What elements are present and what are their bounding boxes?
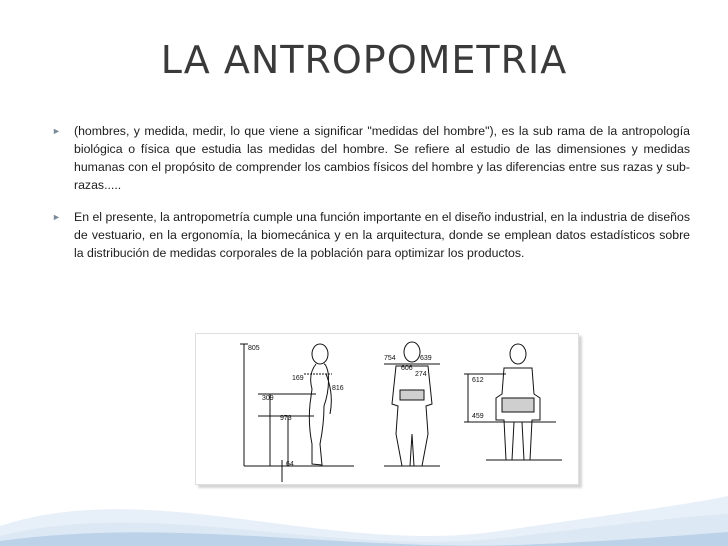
label-612: 612 (472, 377, 484, 384)
label-309: 309 (262, 395, 274, 402)
label-639: 639 (420, 355, 432, 362)
label-169: 169 (292, 375, 304, 382)
label-816: 816 (332, 385, 344, 392)
bullet-arrow-icon: ► (52, 126, 61, 136)
slide-title: LA ANTROPOMETRIA (160, 38, 568, 82)
label-754: 754 (384, 355, 396, 362)
label-459: 459 (472, 413, 484, 420)
label-274: 274 (415, 371, 427, 378)
label-805: 805 (248, 345, 260, 352)
label-606: 606 (401, 365, 413, 372)
label-973: 973 (280, 415, 292, 422)
bullet-text: En el presente, la antropometría cumple una función importante en el diseño industrial, en la industria de diseños de vestuario, en la ergonomía, la biomecánica y en la arquitectura, donde se emplean datos estadísticos sobre la distribución de medidas corporales de la población para optimizar los productos. (74, 210, 690, 260)
bullet-item (52, 208, 692, 262)
bullet-text: (hombres, y medida, medir, lo que viene a significar "medidas del hombre"), es la sub rama de la antropología biológica o física que estudia las medidas del hombre. Se refiere al estudio de las dimensiones y medidas humanas con el propósito de comprender los cambios físicos del hombre y las diferencias entre sus razas y sub-razas..... (74, 124, 690, 192)
bullet-arrow-icon: ► (52, 212, 61, 222)
bullet-item (52, 122, 692, 194)
decorative-wave (0, 436, 728, 546)
bullet-list (52, 122, 692, 276)
label-64: 64 (286, 461, 294, 468)
